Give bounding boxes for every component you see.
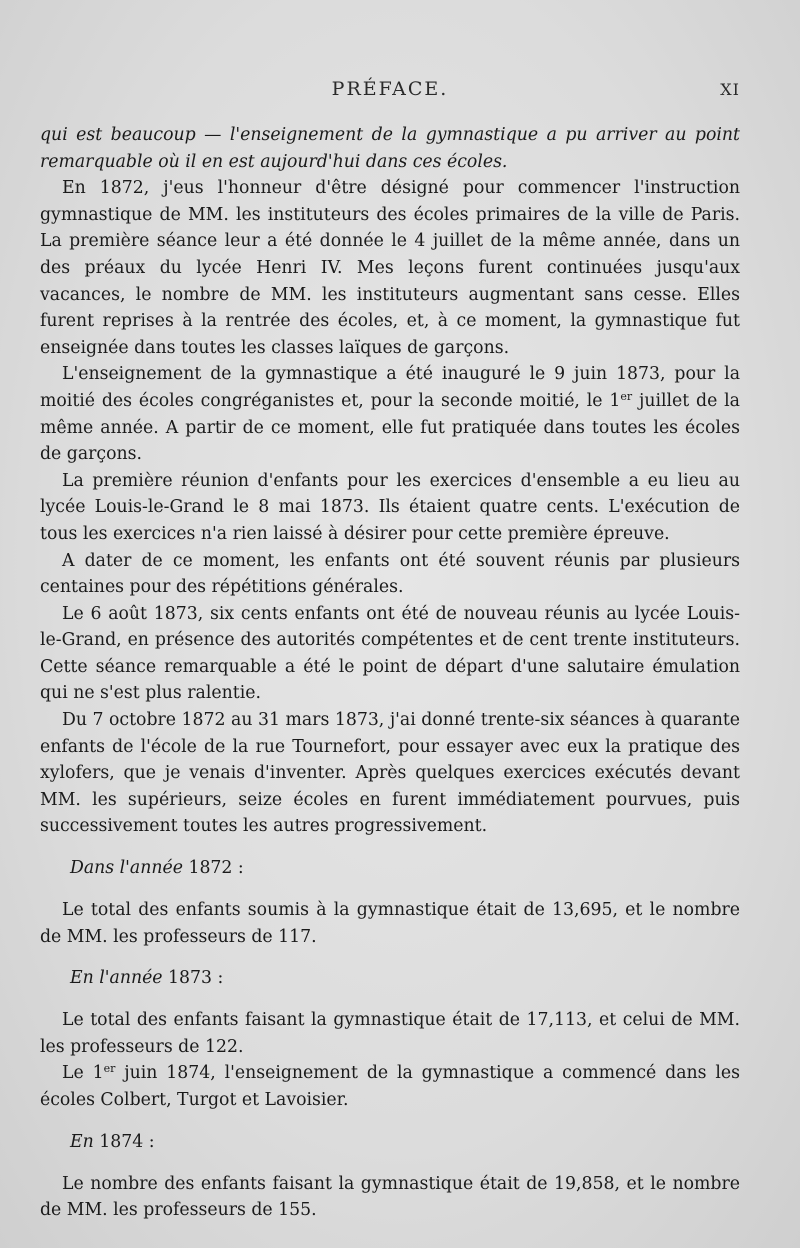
paragraph-inauguration-part1: L'enseignement de la gymnastique a été inauguré le 9 juin 1873, pour la moitié des écoles congréganistes et, pour la seconde moitié, le 1: [40, 364, 740, 411]
paragraph-june-1874: [40, 1060, 740, 1113]
subheading-1874-year: 1874 :: [93, 1131, 155, 1152]
paragraph-total-1872: Le total des enfants soumis à la gymnastique était de 13,695, et le nombre de MM. les professeurs de 117.: [40, 900, 740, 947]
paragraph-total-1873: Le total des enfants faisant la gymnastique était de 17,113, et celui de MM. les professeurs de 122.: [40, 1010, 740, 1057]
page-header: [40, 78, 740, 108]
subheading-1872-year: 1872 :: [182, 858, 244, 879]
running-title: PRÉFACE.: [331, 78, 449, 100]
subheading-1874: [40, 1114, 740, 1171]
subheading-1872-label: Dans l'année: [70, 858, 183, 879]
paragraph-continuation: qui est beaucoup — l'enseignement de la gymnastique a pu arriver au point remarquable où il en est aujourd'hui dans ces écoles.: [40, 125, 740, 172]
paragraph-first-meeting: La première réunion d'enfants pour les exercices d'ensemble a eu lieu au lycée Louis-le-Grand le 8 mai 1873. Ils étaient quatre cents. L'exécution de tous les exercices n'a rien laissé à désirer pour cette première épreuve.: [40, 470, 740, 544]
paragraph-inauguration-part2: juillet de la même année. A partir de ce moment, elle fut pratiquée dans toutes les écoles de garçons.: [40, 390, 740, 465]
superscript-er: er: [620, 389, 633, 403]
subheading-1873: [40, 950, 740, 1007]
paragraph-repetitions: A dater de ce moment, les enfants ont été souvent réunis par plusieurs centaines pour des répétitions générales.: [40, 550, 740, 598]
superscript-er-2: er: [103, 1062, 116, 1076]
paragraph-inauguration: [40, 361, 740, 467]
paragraph-total-1874: Le nombre des enfants faisant la gymnastique était de 19,858, et le nombre de MM. les professeurs de 155.: [40, 1173, 740, 1221]
paragraph-xylofers: Du 7 octobre 1872 au 31 mars 1873, j'ai donné trente-six séances à quarante enfants de l'école de la rue Tournefort, pour essayer avec eux la pratique des xylofers, que je venais d'inventer. Après quelques exercices exécutés devant MM. les supérieurs, seize écoles en furent immédiatement pourvues, puis successivement toutes les autres progressivement.: [40, 710, 740, 837]
body-text: [40, 122, 740, 1224]
subheading-1873-year: 1873 :: [162, 968, 224, 989]
paragraph-june-1874-part1: Le 1: [62, 1063, 104, 1084]
page-number: XI: [720, 80, 740, 99]
paragraph-1872-instruction: En 1872, j'eus l'honneur d'être désigné pour commencer l'instruction gymnastique de MM. les instituteurs des écoles primaires de la ville de Paris. La première séance leur a été donnée le 4 juillet de la même année, dans un des préaux du lycée Henri IV. Mes leçons furent continuées jusqu'aux vacances, le nombre de MM. les instituteurs augmentant sans cesse. Elles furent reprises à la rentrée des écoles, et, à ce moment, la gymnastique fut enseignée dans toutes les classes laïques de garçons.: [40, 178, 740, 358]
subheading-1873-label: En l'année: [70, 968, 163, 989]
subheading-1872: [40, 840, 740, 897]
paragraph-august-1873: Le 6 août 1873, six cents enfants ont été de nouveau réunis au lycée Louis-le-Grand, en présence des autorités compétentes et de cent trente instituteurs. Cette séance remarquable a été le point de départ d'une salutaire émulation qui ne s'est plus ralentie.: [40, 603, 740, 704]
paragraph-june-1874-part2: juin 1874, l'enseignement de la gymnastique a commencé dans les écoles Colbert, Turgot et Lavoisier.: [40, 1063, 740, 1110]
subheading-1874-label: En: [70, 1131, 94, 1152]
